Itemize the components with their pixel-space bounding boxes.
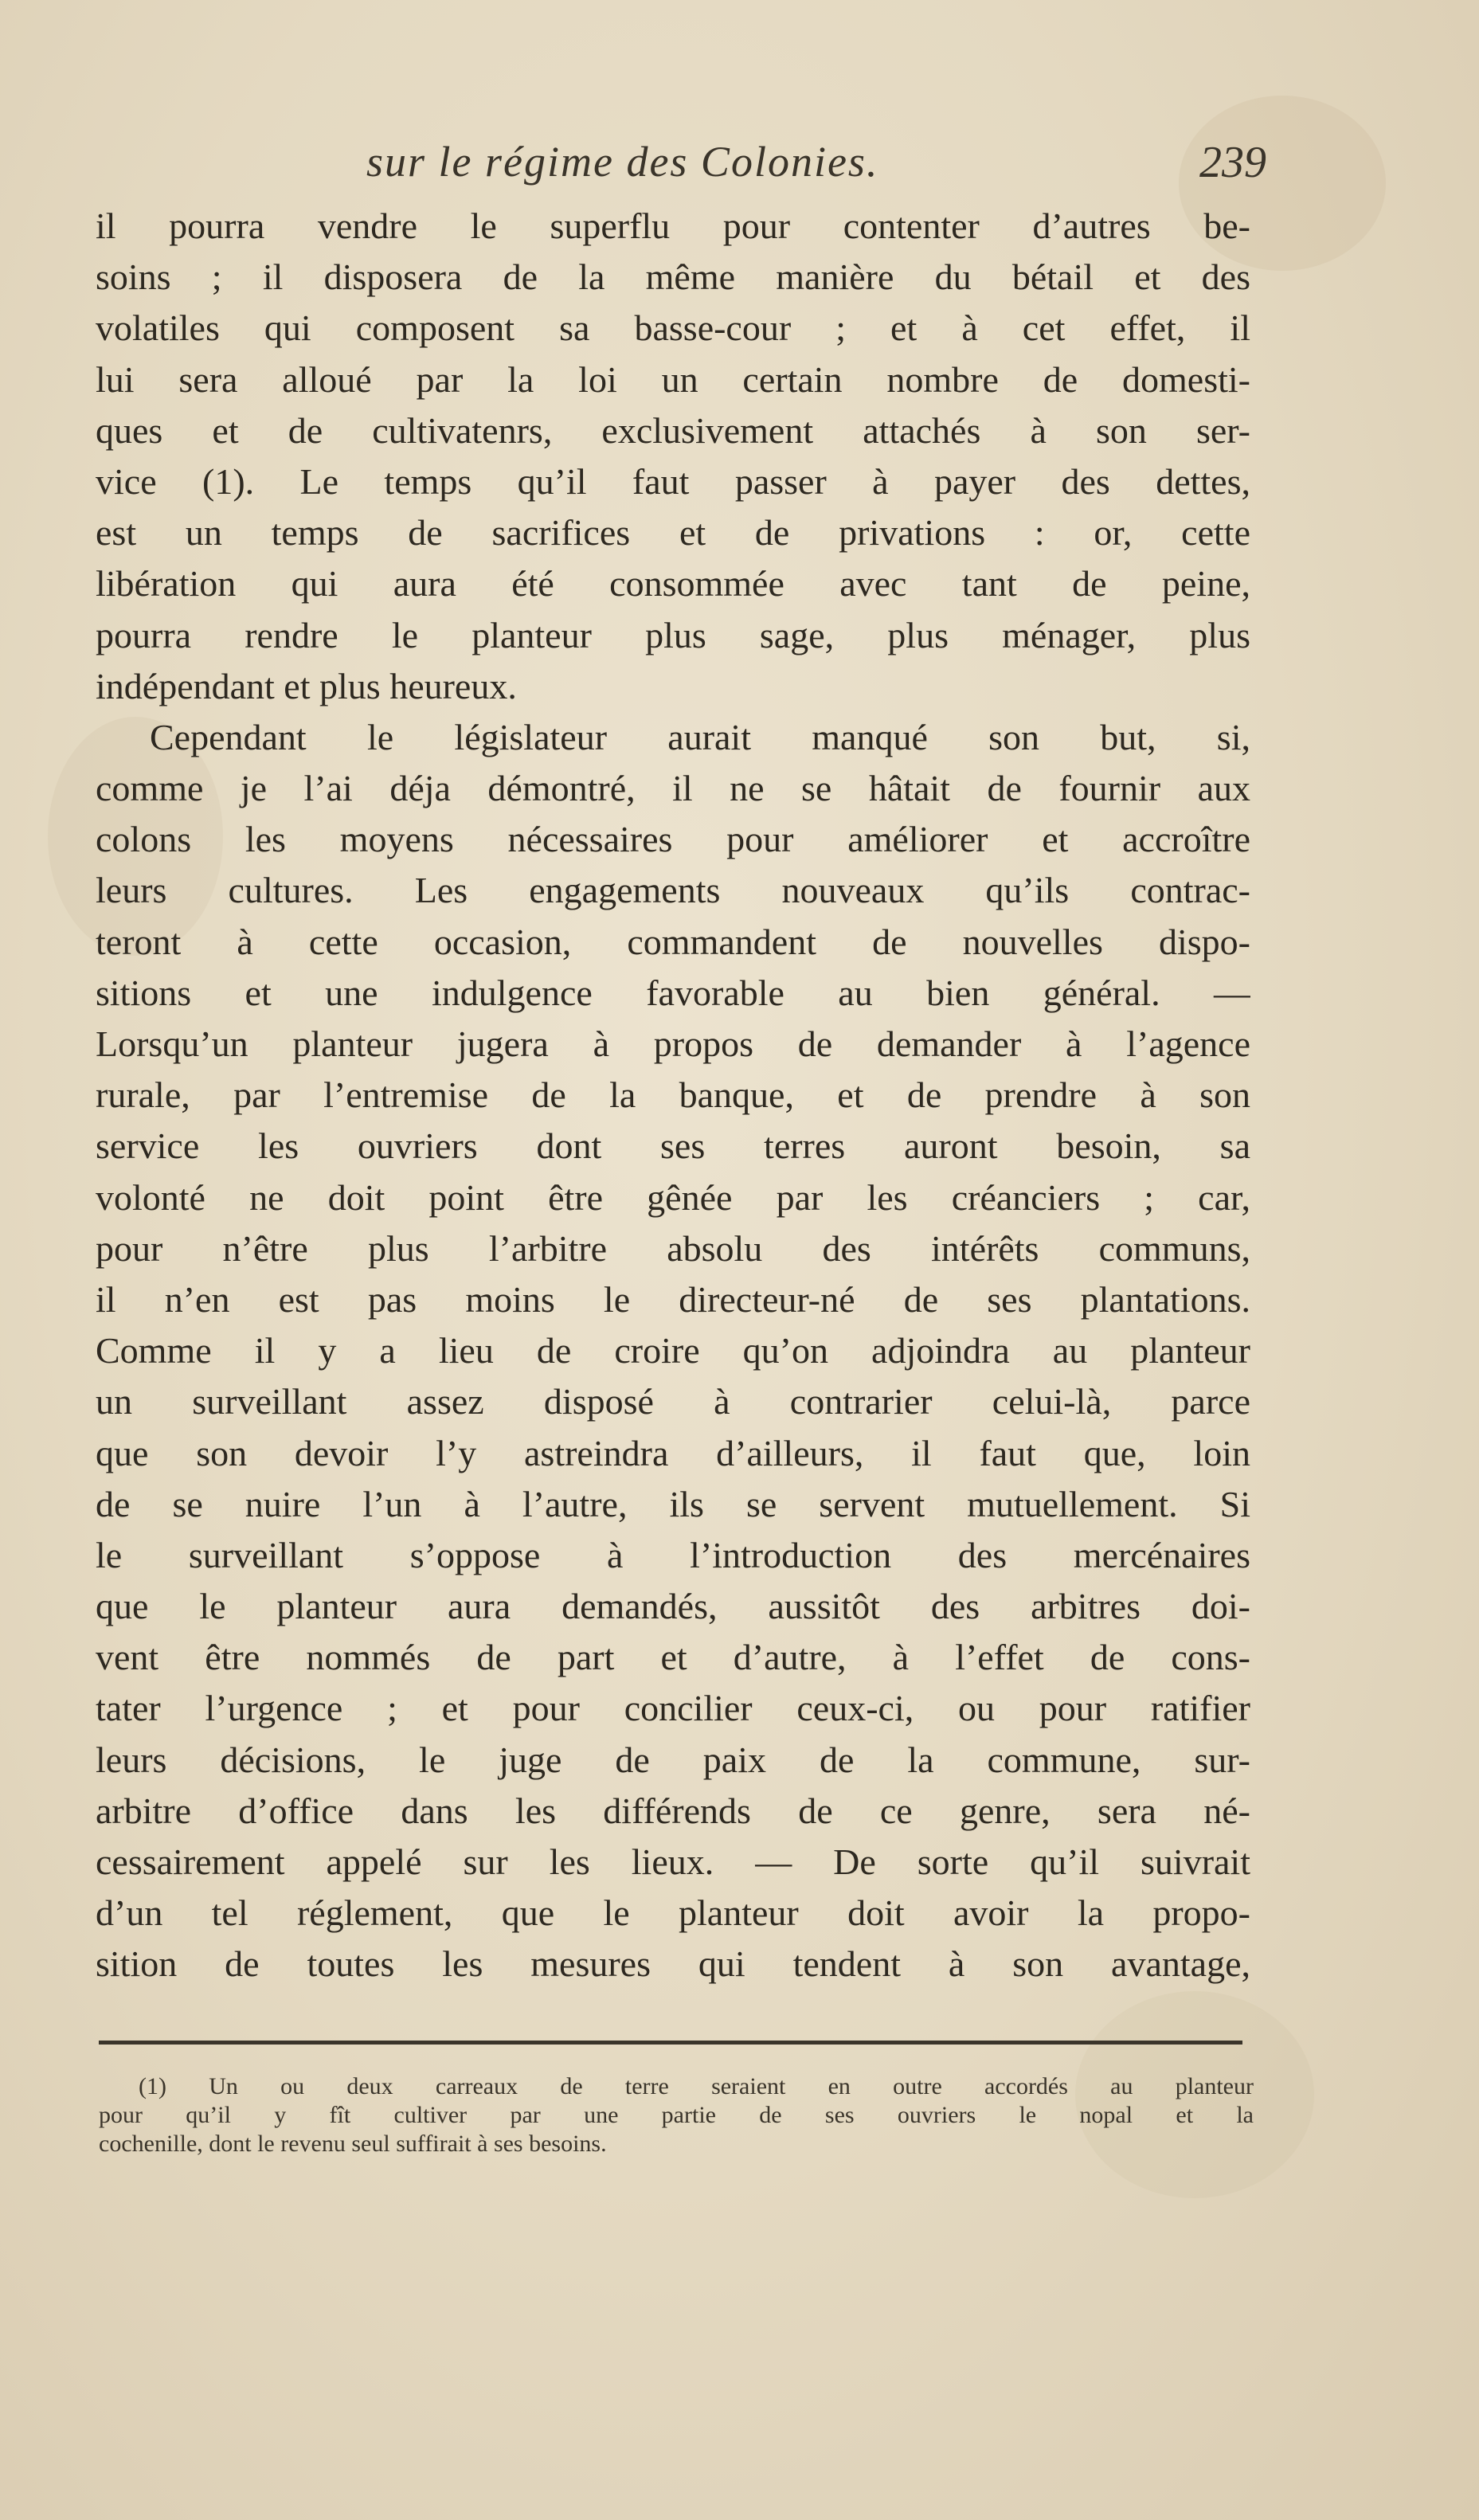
text-line: Lorsqu’un planteur jugera à propos de demander à l’agence (96, 1023, 1250, 1064)
text-line: que son devoir l’y astreindra d’ailleurs, il faut que, loin (96, 1432, 1250, 1473)
text-line: rurale, par l’entremise de la banque, et de prendre à son (96, 1074, 1250, 1116)
running-title: sur le régime des Colonies. (366, 138, 879, 186)
text-line: comme je l’ai déja démontré, il ne se hâtait de fournir aux (96, 768, 1250, 809)
text-line: pourra rendre le planteur plus sage, plus ménager, plus (96, 614, 1250, 655)
text-line: soins ; il disposera de la même manière du bétail et des (96, 256, 1250, 298)
text-line: cessairement appelé sur les lieux. — De sorte qu’il suivrait (96, 1841, 1250, 1882)
text-line: le surveillant s’oppose à l’introduction des mercénaires (96, 1534, 1250, 1575)
paragraph-end-line: indépendant et plus heureux. (96, 665, 517, 706)
text-line: ques et de cultivatenrs, exclusivement attachés à son ser- (96, 409, 1250, 451)
text-line: teront à cette occasion, commandent de nouvelles dispo- (96, 921, 1250, 962)
body-text (96, 201, 1250, 1990)
text-line: tater l’urgence ; et pour concilier ceux-ci, ou pour ratifier (96, 1688, 1250, 1729)
text-line: leurs décisions, le juge de paix de la commune, sur- (96, 1739, 1250, 1780)
page-number: 239 (1199, 138, 1266, 187)
text-line: vent être nommés de part et d’autre, à l’effet de cons- (96, 1637, 1250, 1678)
text-line: service les ouvriers dont ses terres auront besoin, sa (96, 1125, 1250, 1167)
footnote-rule (99, 2041, 1242, 2045)
footnote-line: (1) Un ou deux carreaux de terre seraient en outre accordés au planteur (139, 2073, 1254, 2099)
text-line: il n’en est pas moins le directeur-né de ses plantations. (96, 1278, 1250, 1320)
text-line: sition de toutes les mesures qui tendent à son avantage, (96, 1943, 1250, 1985)
text-line: volonté ne doit point être gênée par les créanciers ; car, (96, 1176, 1250, 1218)
paragraph-start-line: Cependant le législateur aurait manqué son but, si, (150, 716, 1250, 757)
text-line: pour n’être plus l’arbitre absolu des intérêts communs, (96, 1227, 1250, 1269)
text-line: est un temps de sacrifices et de privations : or, cette (96, 512, 1250, 554)
footnote-line: cochenille, dont le revenu seul suffirait à ses besoins. (99, 2131, 607, 2157)
text-line: sitions et une indulgence favorable au bien général. — (96, 972, 1250, 1013)
text-line: lui sera alloué par la loi un certain nombre de domesti- (96, 358, 1250, 400)
footnote (99, 2072, 1254, 2158)
text-line: vice (1). Le temps qu’il faut passer à payer des dettes, (96, 460, 1250, 502)
text-line: d’un tel réglement, que le planteur doit avoir la propo- (96, 1892, 1250, 1934)
text-line: il pourra vendre le superflu pour contenter d’autres be- (96, 205, 1250, 246)
running-head (96, 137, 1266, 201)
text-line: volatiles qui composent sa basse-cour ; et à cet effet, il (96, 307, 1250, 349)
text-line: Comme il y a lieu de croire qu’on adjoindra au planteur (96, 1330, 1250, 1372)
text-line: arbitre d’office dans les différends de ce genre, sera né- (96, 1790, 1250, 1831)
text-line: colons les moyens nécessaires pour améliorer et accroître (96, 819, 1250, 860)
text-line: un surveillant assez disposé à contrarier celui-là, parce (96, 1381, 1250, 1422)
footnote-line: pour qu’il y fît cultiver par une partie de ses ouvriers le nopal et la (99, 2102, 1254, 2128)
text-line: leurs cultures. Les engagements nouveaux qu’ils contrac- (96, 870, 1250, 911)
text-line: libération qui aura été consommée avec tant de peine, (96, 563, 1250, 605)
text-line: de se nuire l’un à l’autre, ils se servent mutuellement. Si (96, 1483, 1250, 1524)
text-line: que le planteur aura demandés, aussitôt des arbitres doi- (96, 1586, 1250, 1627)
